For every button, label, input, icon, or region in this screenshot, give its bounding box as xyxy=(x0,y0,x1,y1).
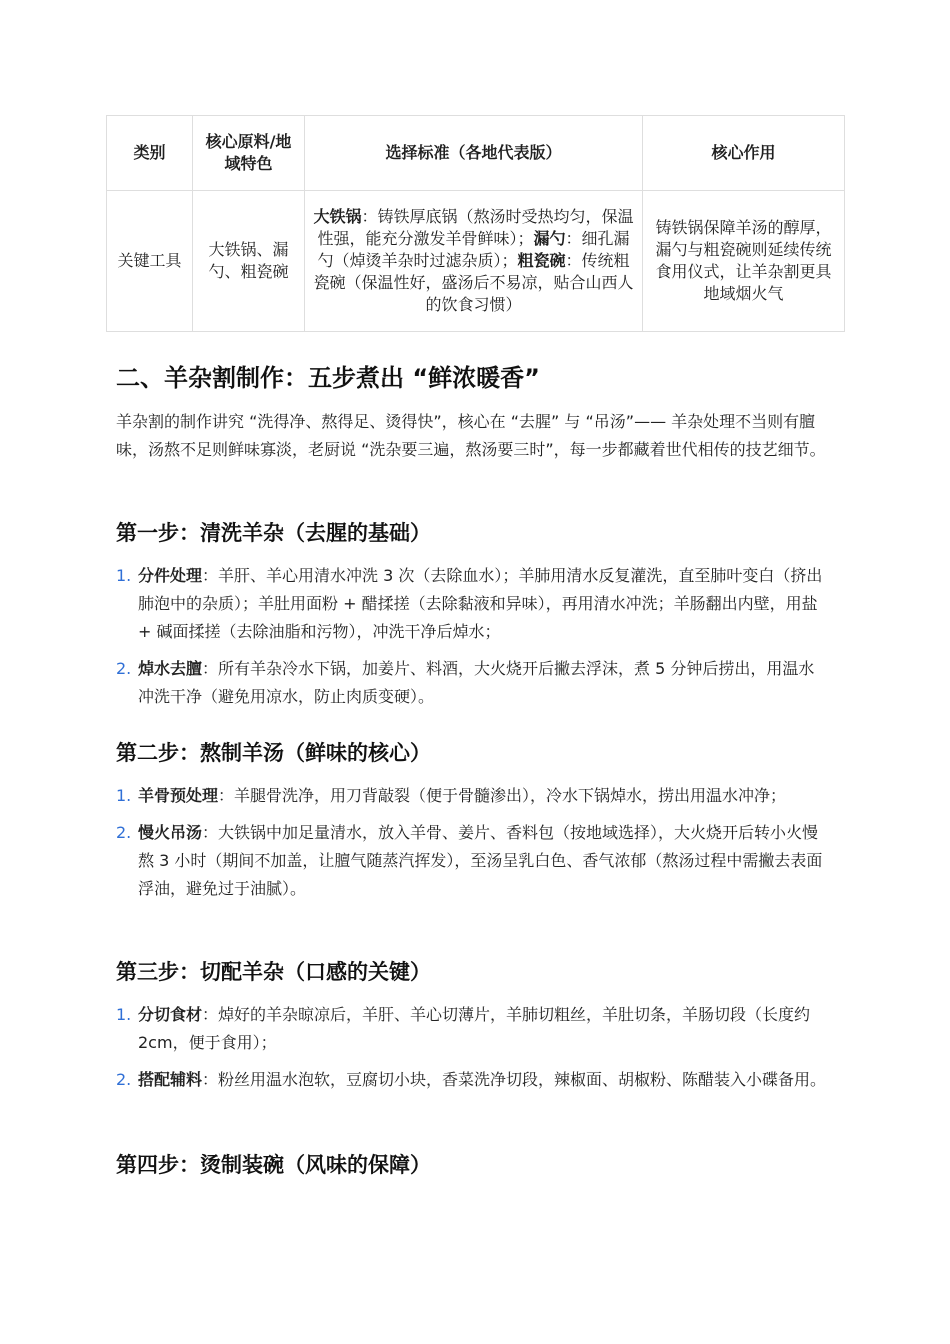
table-header-criteria: 选择标准（各地代表版） xyxy=(305,116,643,191)
list-item xyxy=(116,1001,828,1057)
cell-category: 关键工具 xyxy=(107,191,193,332)
list-item xyxy=(116,562,828,646)
table-header-category: 类别 xyxy=(107,116,193,191)
step-1-list xyxy=(116,562,828,720)
item-text: ：粉丝用温水泡软，豆腐切小块，香菜洗净切段，辣椒面、胡椒粉、陈醋装入小碟备用。 xyxy=(202,1070,827,1089)
item-text: ：大铁锅中加足量清水，放入羊骨、姜片、香料包（按地域选择），大火烧开后转小火慢熬 3 小时（期间不加盖，让膻气随蒸汽挥发），至汤呈乳白色、香气浓郁（熬汤过程中需撇去表面浮油，避免过于油腻）。 xyxy=(138,823,823,898)
list-number: 2. xyxy=(116,823,132,842)
list-item xyxy=(116,1066,828,1094)
step-4-title: 第四步：烫制装碗（风味的保障） xyxy=(116,1153,431,1177)
step-2-title: 第二步：熬制羊汤（鲜味的核心） xyxy=(116,741,431,765)
step-1-title: 第一步：清洗羊杂（去腥的基础） xyxy=(116,521,431,545)
table-row xyxy=(107,191,845,332)
step-3-list xyxy=(116,1001,828,1103)
item-text: ：羊腿骨洗净，用刀背敲裂（便于骨髓渗出），冷水下锅焯水，捞出用温水冲净； xyxy=(218,786,787,805)
criteria-text: ：细孔漏勺（焯烫羊杂时过滤杂质）； xyxy=(317,229,630,270)
cell-materials: 大铁锅、漏勺、粗瓷碗 xyxy=(193,191,305,332)
list-number: 2. xyxy=(116,659,132,678)
list-item xyxy=(116,782,828,810)
item-term: 慢火吊汤 xyxy=(138,823,203,842)
step-3-title: 第三步：切配羊杂（口感的关键） xyxy=(116,960,431,984)
section-intro: 羊杂割的制作讲究 “洗得净、熬得足、烫得快”，核心在 “去腥” 与 “吊汤”—— 羊杂处理不当则有膻味，汤熬不足则鲜味寡淡，老厨说 “洗杂要三遍，熬汤要三时”，每一步都藏着世代相传的技艺细节。 xyxy=(116,412,826,459)
criteria-text: ：铸铁厚底锅（熬汤时受热均匀，保温性强，能充分激发羊骨鲜味）； xyxy=(317,207,634,248)
list-number: 1. xyxy=(116,786,132,805)
list-number: 1. xyxy=(116,1005,132,1024)
item-term: 搭配辅料 xyxy=(138,1070,203,1089)
table-header-role: 核心作用 xyxy=(643,116,845,191)
criteria-term: 粗瓷碗 xyxy=(517,251,566,270)
table-header-row xyxy=(107,116,845,191)
item-term: 分切食材 xyxy=(138,1005,203,1024)
item-text: ：羊肝、羊心用清水冲洗 3 次（去除血水）；羊肺用清水反复灌洗，直至肺叶变白（挤出肺泡中的杂质）；羊肚用面粉 + 醋揉搓（去除黏液和异味），再用清水冲洗；羊肠翻出内壁，用盐 + 碱面揉搓（去除油脂和污物），冲洗干净后焯水； xyxy=(138,566,823,641)
tools-table xyxy=(106,115,845,332)
step-2-list xyxy=(116,782,828,912)
cell-role: 铸铁锅保障羊汤的醇厚，漏勺与粗瓷碗则延续传统食用仪式，让羊杂割更具地域烟火气 xyxy=(643,191,845,332)
criteria-term: 漏勺 xyxy=(533,229,566,248)
item-text: ：所有羊杂冷水下锅，加姜片、料酒，大火烧开后撇去浮沫，煮 5 分钟后捞出，用温水冲洗干净（避免用凉水，防止肉质变硬）。 xyxy=(138,659,815,706)
list-item xyxy=(116,655,828,711)
item-text: ：焯好的羊杂晾凉后，羊肝、羊心切薄片，羊肺切粗丝，羊肚切条，羊肠切段（长度约 2cm，便于食用）； xyxy=(138,1005,811,1052)
criteria-text: ：传统粗瓷碗（保温性好，盛汤后不易凉，贴合山西人的饮食习惯） xyxy=(313,251,634,314)
list-number: 1. xyxy=(116,566,132,585)
item-term: 焯水去膻 xyxy=(138,659,203,678)
criteria-term: 大铁锅 xyxy=(313,207,362,226)
cell-criteria xyxy=(305,191,643,332)
item-term: 羊骨预处理 xyxy=(138,786,219,805)
item-term: 分件处理 xyxy=(138,566,203,585)
table-header-materials: 核心原料/地域特色 xyxy=(193,116,305,191)
list-number: 2. xyxy=(116,1070,132,1089)
list-item xyxy=(116,819,828,903)
section-title: 二、羊杂割制作：五步煮出 “鲜浓暖香” xyxy=(116,364,540,392)
